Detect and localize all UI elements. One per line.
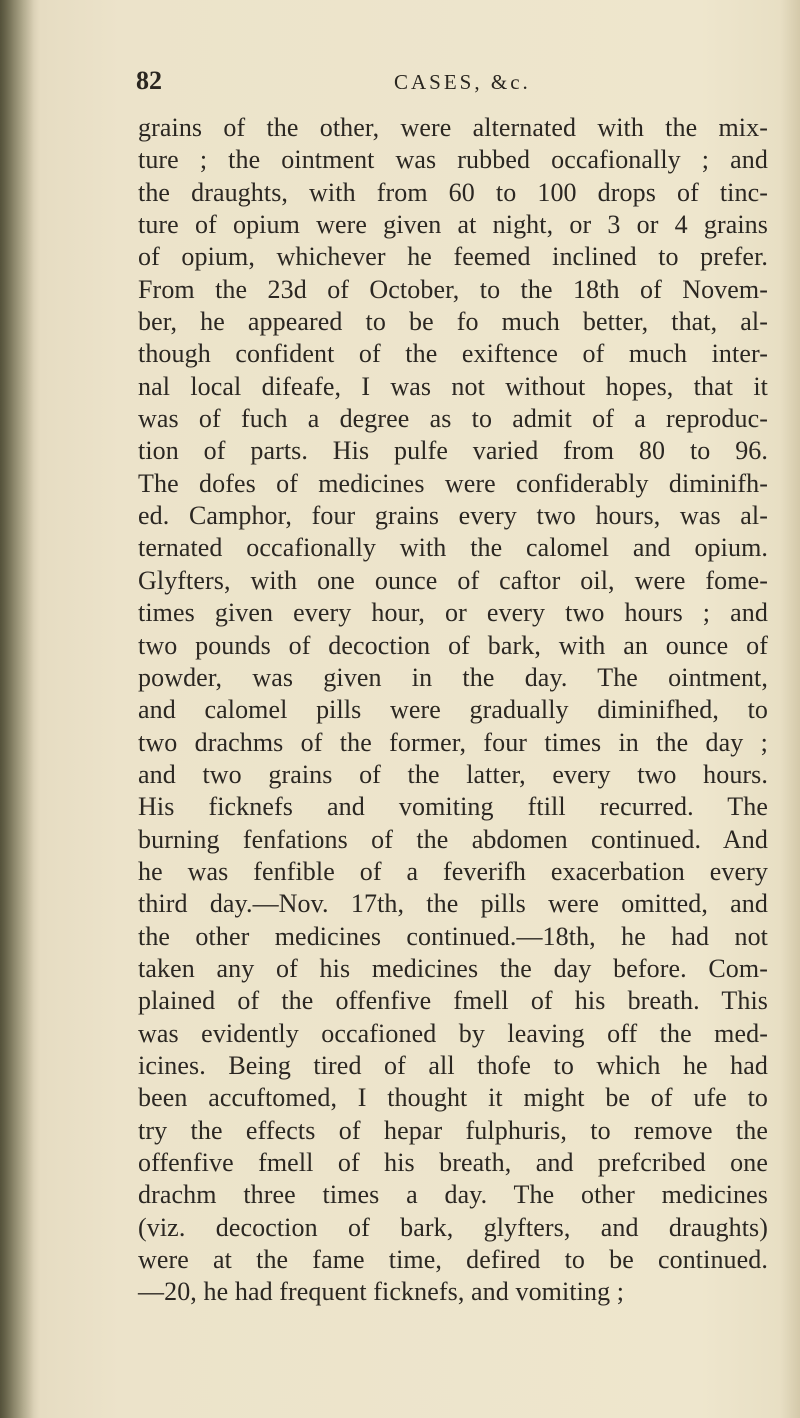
text-line: Glyfters, with one ounce of caftor oil, were fome-: [138, 565, 768, 595]
text-line: plained of the offenfive fmell of his breath. This: [138, 986, 768, 1016]
text-line: the other medicines continued.—18th, he had not: [138, 921, 768, 951]
text-line: the draughts, with from 60 to 100 drops of tinc-: [138, 177, 768, 207]
text-line: was of fuch a degree as to admit of a reproduc-: [138, 404, 768, 434]
text-line: tion of parts. His pulfe varied from 80 to 96.: [138, 436, 768, 466]
text-line: and calomel pills were gradually diminifhed, to: [138, 695, 768, 725]
text-line: of opium, whichever he feemed inclined to prefer.: [138, 242, 768, 272]
text-line: third day.—Nov. 17th, the pills were omitted, and: [138, 889, 768, 919]
text-line: times given every hour, or every two hours ; and: [138, 598, 768, 628]
text-line: burning fenfations of the abdomen continued. And: [138, 824, 768, 854]
text-line: ternated occafionally with the calomel and opium.: [138, 533, 768, 563]
text-line: (viz. decoction of bark, glyfters, and draughts): [138, 1212, 768, 1242]
page-number: 82: [136, 66, 162, 95]
text-line: ture of opium were given at night, or 3 or 4 grains: [138, 210, 768, 240]
text-line: were at the fame time, defired to be continued.: [138, 1245, 768, 1275]
text-line: and two grains of the latter, every two hours.: [138, 759, 768, 789]
text-line: The dofes of medicines were confiderably diminifh-: [138, 468, 768, 498]
text-line: ber, he appeared to be fo much better, that, al-: [138, 307, 768, 337]
text-line: two pounds of decoction of bark, with an ounce of: [138, 630, 768, 660]
text-line: been accuftomed, I thought it might be of ufe to: [138, 1083, 768, 1113]
text-line: —20, he had frequent ficknefs, and vomiting ;: [138, 1277, 625, 1307]
binding-gutter: [0, 0, 34, 1418]
text-line: nal local difeafe, I was not without hopes, that it: [138, 371, 768, 401]
running-head: CASES, &c.: [394, 70, 531, 94]
text-line: His ficknefs and vomiting ftill recurred. The: [138, 792, 768, 822]
body-text: [138, 112, 768, 1309]
text-line: grains of the other, were alternated with the mix-: [138, 113, 768, 142]
text-line: drachm three times a day. The other medicines: [138, 1180, 768, 1210]
text-line: try the effects of hepar fulphuris, to remove the: [138, 1115, 768, 1145]
text-line: From the 23d of October, to the 18th of Novem-: [138, 274, 768, 304]
text-line: though confident of the exiftence of much inter-: [138, 339, 768, 369]
text-line: offenfive fmell of his breath, and prefcribed one: [138, 1148, 768, 1177]
text-line: ed. Camphor, four grains every two hours, was al-: [138, 501, 768, 531]
text-line: powder, was given in the day. The ointment,: [138, 662, 768, 692]
text-line: two drachms of the former, four times in the day ;: [138, 727, 768, 757]
text-line: was evidently occafioned by leaving off the med-: [138, 1018, 768, 1048]
text-line: ture ; the ointment was rubbed occafionally ; and: [138, 145, 768, 175]
text-line: taken any of his medicines the day before. Com-: [138, 953, 768, 983]
text-line: he was fenfible of a feverifh exacerbation every: [138, 856, 768, 886]
text-line: icines. Being tired of all thofe to which he had: [138, 1050, 768, 1080]
page-header: [136, 62, 696, 102]
